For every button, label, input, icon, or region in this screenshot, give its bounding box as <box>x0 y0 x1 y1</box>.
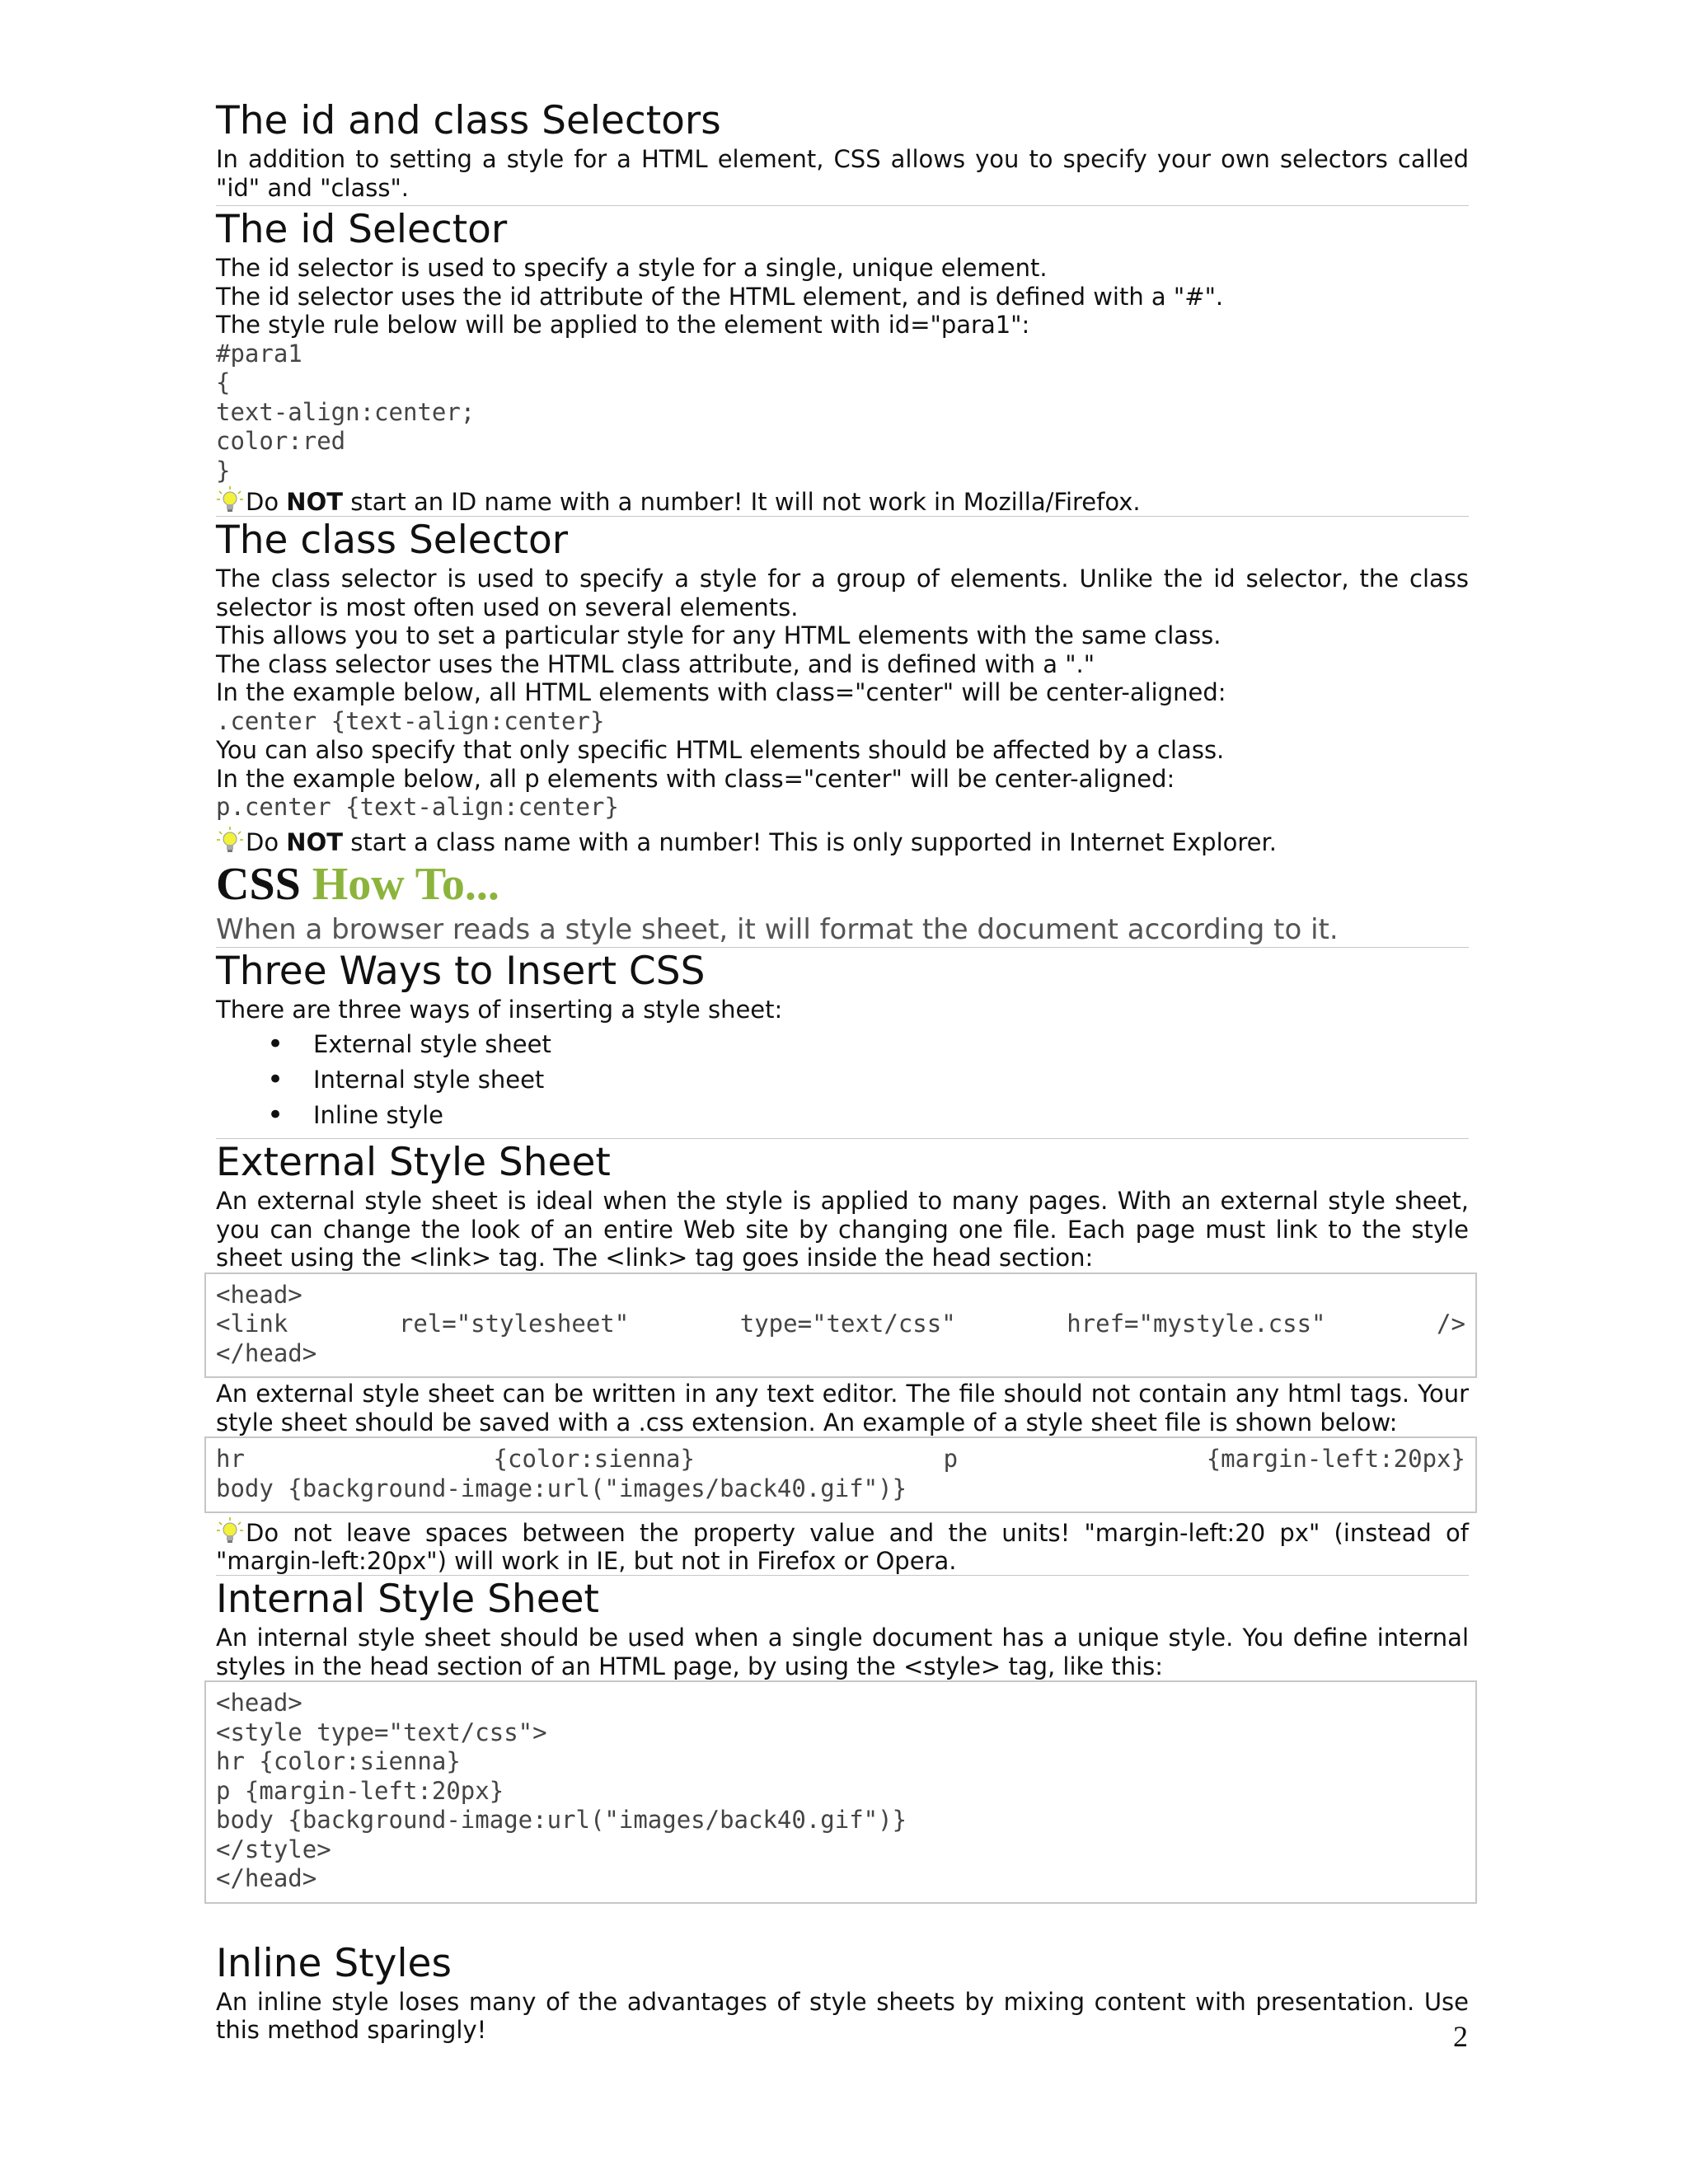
code-token: {color:sienna} <box>493 1445 695 1473</box>
css-how-to-heading <box>216 856 1469 912</box>
code-line-spread <box>216 1310 1465 1339</box>
list-item: • Internal style sheet <box>313 1062 1469 1098</box>
lightbulb-icon <box>216 1516 244 1544</box>
tip-text: Do <box>246 488 287 516</box>
intro-paragraph: In addition to setting a style for a HTML element, CSS allows you to specify your own selectors called "id" and "class". <box>216 145 1469 202</box>
document-page <box>216 97 1469 2045</box>
lightbulb-icon <box>216 485 244 513</box>
heading-external-style-sheet: External Style Sheet <box>216 1140 611 1185</box>
code-line: hr {color:sienna} <box>216 1747 461 1775</box>
tip-id-number <box>216 485 1469 516</box>
class-selector-line: In the example below, all p elements with class="center" will be center-aligned: <box>216 764 1175 793</box>
heading-inline-styles: Inline Styles <box>216 1940 452 1986</box>
heading-accent-text: How To... <box>312 858 499 910</box>
external-paragraph-1: An external style sheet is ideal when the style is applied to many pages. With an external style sheet, you can change the look of an entire Web site by changing one file. Each page must link to the style sheet using the <link> tag. The <link> tag goes inside the head section: <box>216 1187 1469 1272</box>
code-token: {margin-left:20px} <box>1206 1445 1465 1473</box>
code-token: href="mystyle.css" <box>1067 1310 1326 1338</box>
heading-three-ways: Three Ways to Insert CSS <box>216 948 706 994</box>
list-item: • External style sheet <box>313 1027 1469 1062</box>
code-token: p <box>943 1445 959 1473</box>
code-line: } <box>216 456 231 485</box>
code-line: { <box>216 368 231 396</box>
code-box-internal <box>204 1680 1477 1904</box>
code-token: type="text/css" <box>739 1310 956 1338</box>
heading-class-selector: The class Selector <box>216 518 569 563</box>
list-item: • Inline style <box>313 1098 1469 1133</box>
inline-paragraph: An inline style loses many of the advantages of style sheets by mixing content with presentation. Use this method sparingly! <box>216 1987 1469 2044</box>
code-line: #para1 <box>216 339 302 368</box>
tip-class-number <box>216 826 1469 856</box>
tip-units-spacing <box>216 1516 1469 1575</box>
three-ways-intro: There are three ways of inserting a style sheet: <box>216 995 783 1024</box>
tip-text: start an ID name with a number! It will not work in Mozilla/Firefox. <box>343 488 1141 516</box>
code-line: text-align:center; <box>216 397 476 426</box>
tip-emphasis: NOT <box>286 488 344 516</box>
code-line: </style> <box>216 1835 331 1863</box>
ways-list <box>216 1027 1469 1133</box>
code-line: .center {text-align:center} <box>216 706 605 735</box>
tip-text: Do not leave spaces between the property value and the units! "margin-left:20 px" (instead of "margin-left:20px") will work in IE, but not in Firefox or Opera. <box>216 1519 1469 1575</box>
code-line: <style type="text/css"> <box>216 1718 547 1746</box>
code-line: color:red <box>216 427 346 455</box>
code-token: hr <box>216 1445 245 1473</box>
code-line: <head> <box>216 1689 302 1717</box>
internal-paragraph: An internal style sheet should be used when a single document has a unique style. You define internal styles in the head section of an HTML page, by using the <style> tag, like this: <box>216 1624 1469 1680</box>
code-line: p.center {text-align:center} <box>216 793 619 821</box>
tip-emphasis: NOT <box>286 827 344 856</box>
id-selector-line-2: The id selector uses the id attribute of the HTML element, and is defined with a "#". <box>216 282 1224 311</box>
heading-id-class-selectors: The id and class Selectors <box>216 98 721 143</box>
class-selector-line: In the example below, all HTML elements with class="center" will be center-aligned: <box>216 678 1226 706</box>
code-line: p {margin-left:20px} <box>216 1776 504 1805</box>
code-token: <link <box>216 1310 288 1338</box>
code-line-spread <box>216 1445 1465 1474</box>
page-number: 2 <box>1453 2020 1468 2053</box>
code-box-stylesheet <box>204 1436 1477 1513</box>
code-token: /> <box>1437 1310 1465 1338</box>
heading-main-text: CSS <box>216 858 312 910</box>
lead-paragraph: When a browser reads a style sheet, it will format the document according to it. <box>216 912 1339 946</box>
code-line: <head> <box>216 1280 302 1309</box>
class-selector-line: The class selector uses the HTML class attribute, and is defined with a "." <box>216 649 1095 678</box>
heading-id-selector: The id Selector <box>216 207 508 252</box>
heading-internal-style-sheet: Internal Style Sheet <box>216 1577 599 1622</box>
code-line: body {background-image:url("images/back40.gif")} <box>216 1806 907 1834</box>
tip-text: Do <box>246 827 287 856</box>
code-line: </head> <box>216 1864 317 1892</box>
id-selector-line-3: The style rule below will be applied to the element with id="para1": <box>216 311 1030 339</box>
external-paragraph-2: An external style sheet can be written in any text editor. The file should not contain any html tags. Your style sheet should be saved with a .css extension. An example of a style sheet file is shown below: <box>216 1380 1469 1436</box>
code-box-link <box>204 1272 1477 1379</box>
code-token: rel="stylesheet" <box>398 1310 630 1338</box>
class-selector-line: This allows you to set a particular style for any HTML elements with the same class. <box>216 621 1221 649</box>
code-line: body {background-image:url("images/back40.gif")} <box>216 1474 907 1502</box>
tip-text: start a class name with a number! This is only supported in Internet Explorer. <box>343 827 1277 856</box>
id-selector-line-1: The id selector is used to specify a style for a single, unique element. <box>216 254 1048 282</box>
lightbulb-icon <box>216 826 244 854</box>
code-line: </head> <box>216 1338 317 1367</box>
class-selector-paragraph: The class selector is used to specify a style for a group of elements. Unlike the id selector, the class selector is most often used on several elements. <box>216 565 1469 621</box>
class-selector-line: You can also specify that only specific HTML elements should be affected by a class. <box>216 736 1225 764</box>
